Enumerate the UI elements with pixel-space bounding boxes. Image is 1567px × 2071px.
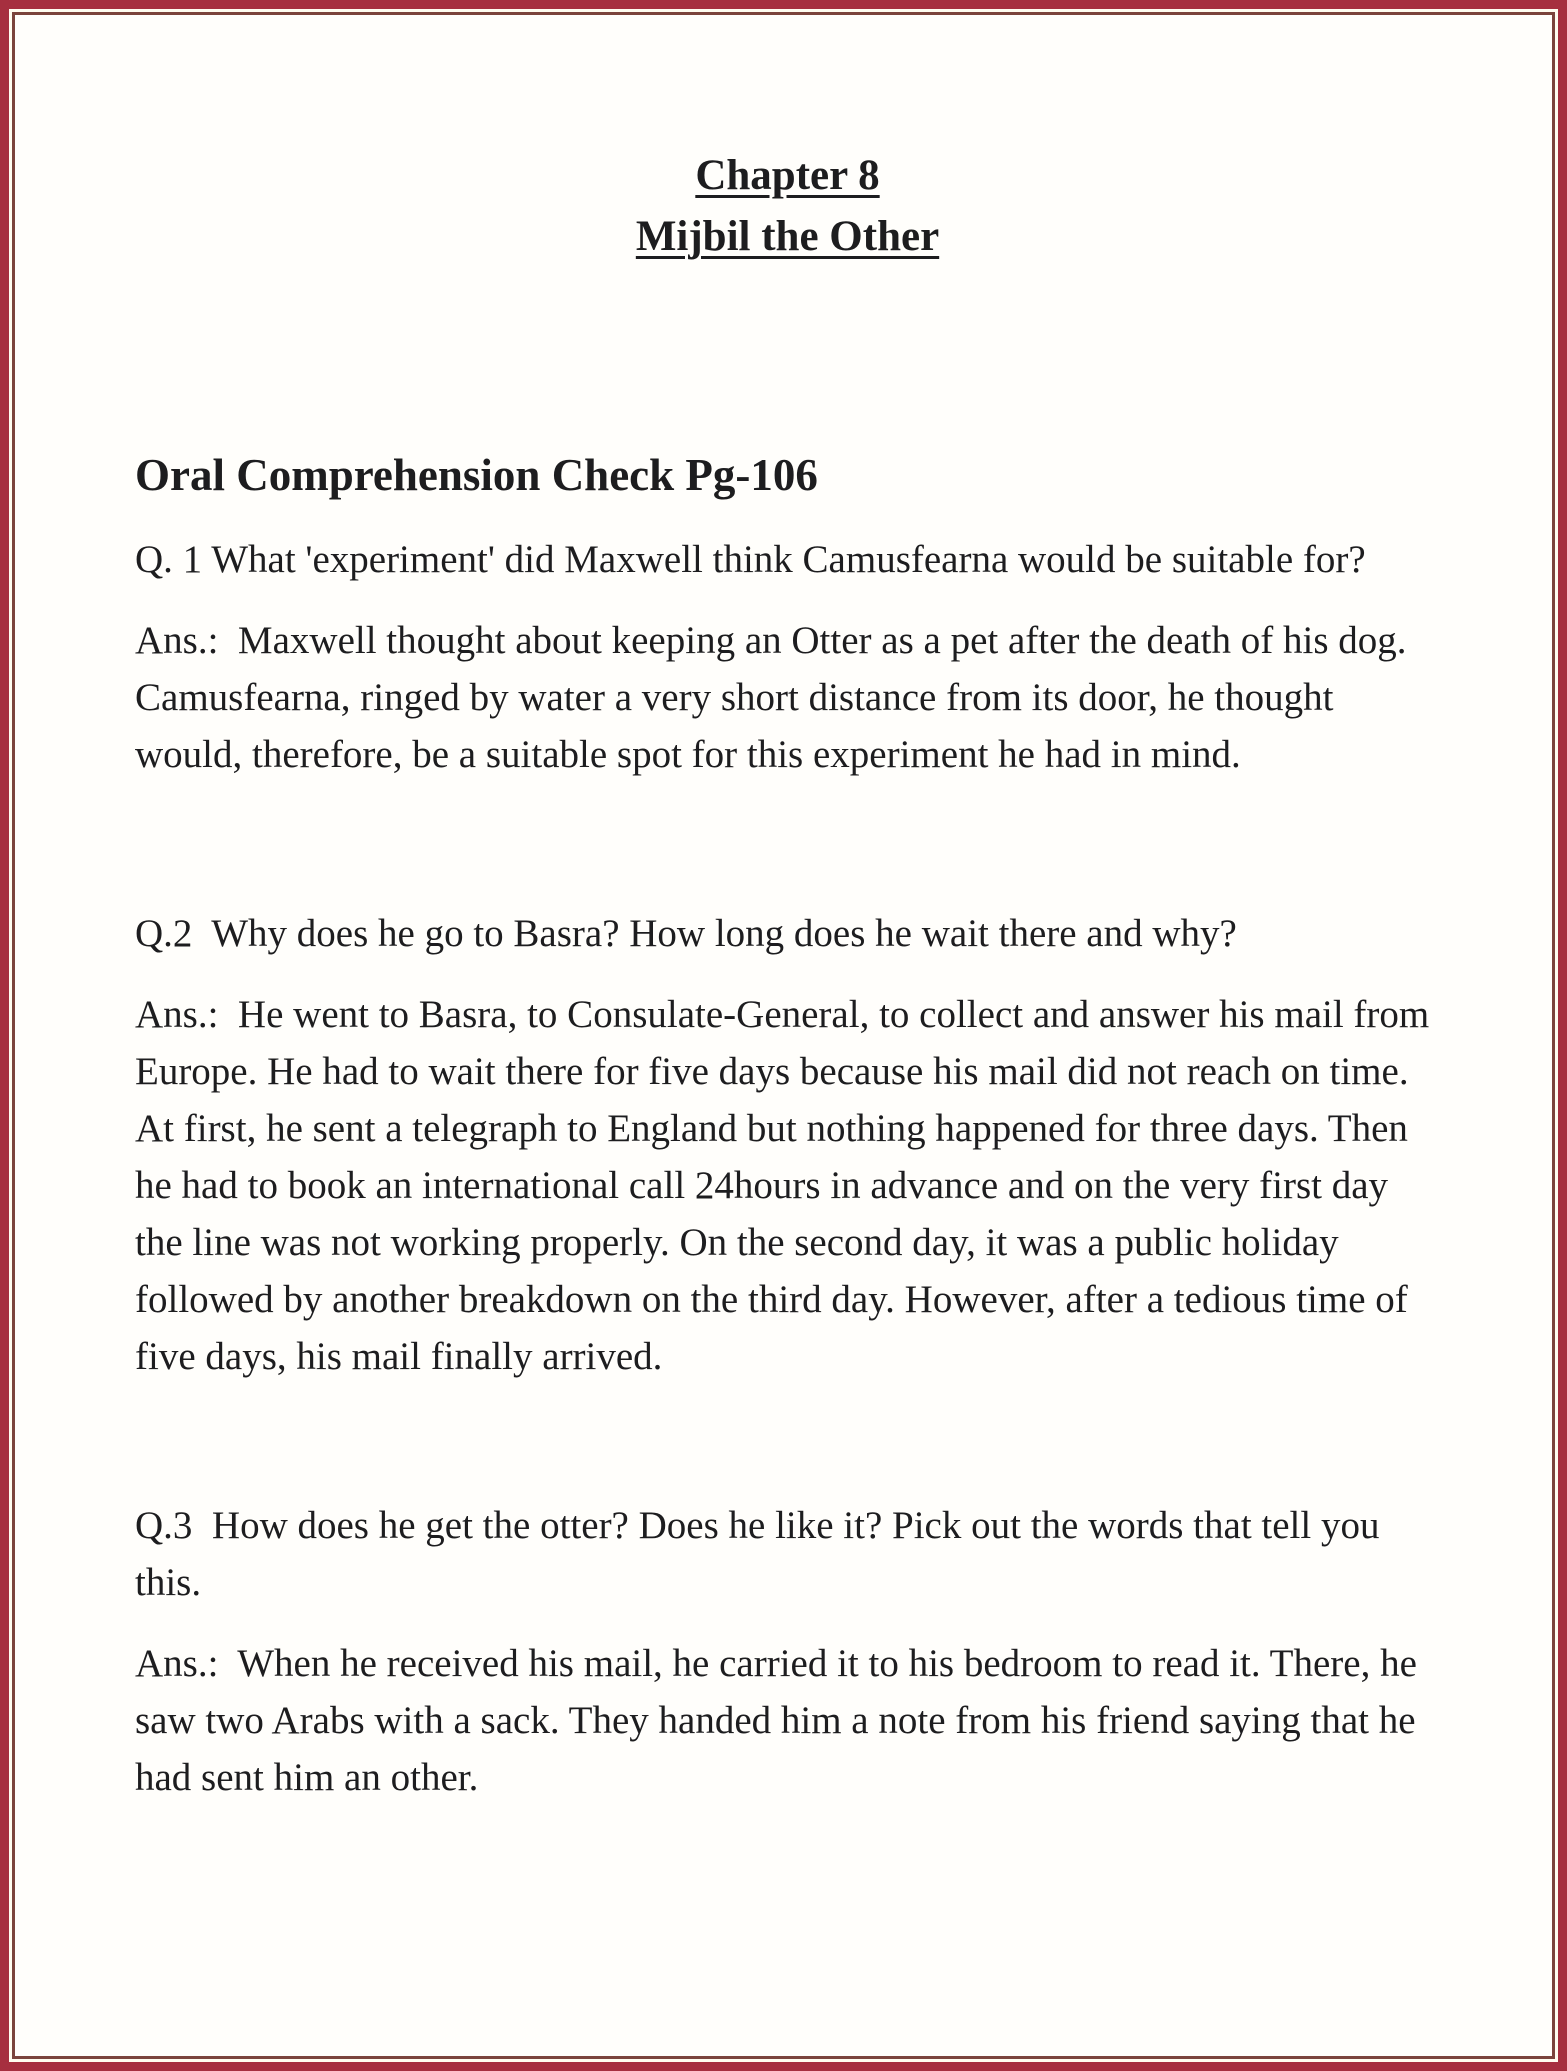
document-page xyxy=(12,12,1555,2059)
chapter-subtitle: Mijbil the Other xyxy=(635,213,940,260)
answer-1: Ans.: Maxwell thought about keeping an Otter as a pet after the death of his dog. Camusfearna, ringed by water a very short distance from its door, he thought would, therefore, be a suitable spot for this experiment he had in mind. xyxy=(135,619,1417,776)
question-2: Q.2 Why does he go to Basra? How long does he wait there and why? xyxy=(135,912,1237,955)
answer-3: Ans.: When he received his mail, he carried it to his bedroom to read it. There, he saw two Arabs with a sack. They handed him a note from his friend saying that he had sent him an other. xyxy=(135,1642,1427,1799)
question-3: Q.3 How does he get the otter? Does he like it? Pick out the words that tell you this. xyxy=(135,1504,1390,1604)
answer-2: Ans.: He went to Basra, to Consulate-General, to collect and answer his mail from Europe. He had to wait there for five days because his mail did not reach on time. At first, he sent a telegraph to England but nothing happened for three days. Then he had to book an international call 24hours in advance and on the very first day the line was not working properly. On the second day, it was a public holiday followed by another breakdown on the third day. However, after a tedious time of five days, his mail finally arrived. xyxy=(135,993,1439,1378)
section-heading: Oral Comprehension Check Pg-106 xyxy=(135,450,818,500)
chapter-title: Chapter 8 xyxy=(695,152,880,199)
chapter-title-block xyxy=(135,145,1440,267)
document-content xyxy=(15,15,1552,1806)
page-border-gap xyxy=(9,9,1558,2062)
question-1: Q. 1 What 'experiment' did Maxwell think Camusfearna would be suitable for? xyxy=(135,538,1366,581)
